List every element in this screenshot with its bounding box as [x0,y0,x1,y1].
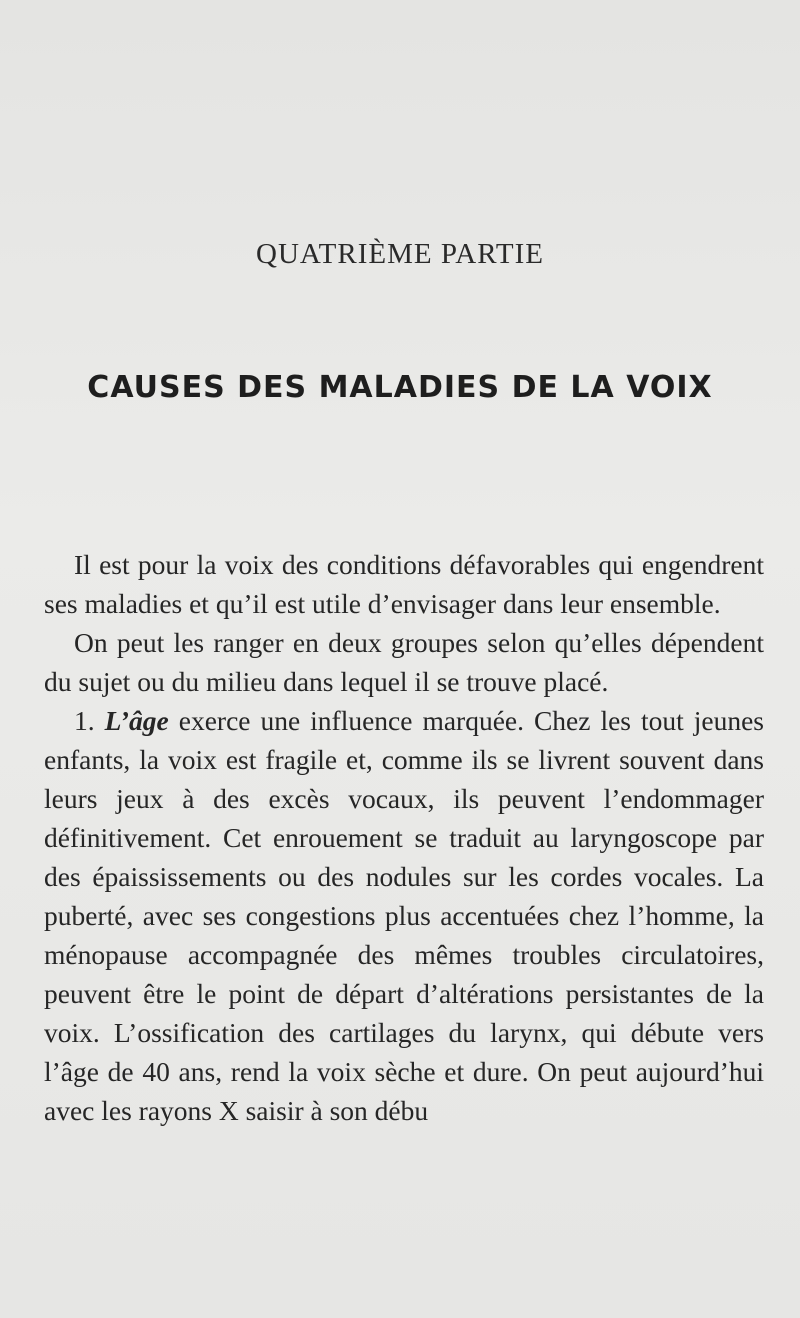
paragraph-1: Il est pour la voix des conditions défavorables qui engendrent ses maladies et qu’il est utile d’envisager dans leur ensemble. [44,549,764,619]
part-title: QUATRIÈME PARTIE [256,238,544,270]
paragraph-number: 1. [74,705,95,736]
emphasis-term: L’âge [104,705,169,736]
paragraph-3 [44,701,764,1130]
paragraph-3-text: exerce une influence marquée. Chez les tout jeunes enfants, la voix est fragile et, comme ils se livrent souvent dans leurs jeux à des excès vocaux, ils peuvent l’endommager définitivement. Cet enrouement se traduit au laryngoscope par des épaississements ou des nodules sur les cordes vocales. La puberté, avec ses congestions plus accentuées chez l’homme, la ménopause accompagnée des mêmes troubles circulatoires, peuvent être le point de départ d’altérations persistantes de la voix. L’ossification des cartilages du larynx, qui débute vers l’âge de 40 ans, rend la voix sèche et dure. On peut aujourd’hui avec les rayons X saisir à son débu [44,705,764,1126]
paragraph-2: On peut les ranger en deux groupes selon qu’elles dépendent du sujet ou du milieu dans lequel il se trouve placé. [44,627,764,697]
body-text [44,545,764,1130]
chapter-title: CAUSES DES MALADIES DE LA VOIX [87,370,713,405]
